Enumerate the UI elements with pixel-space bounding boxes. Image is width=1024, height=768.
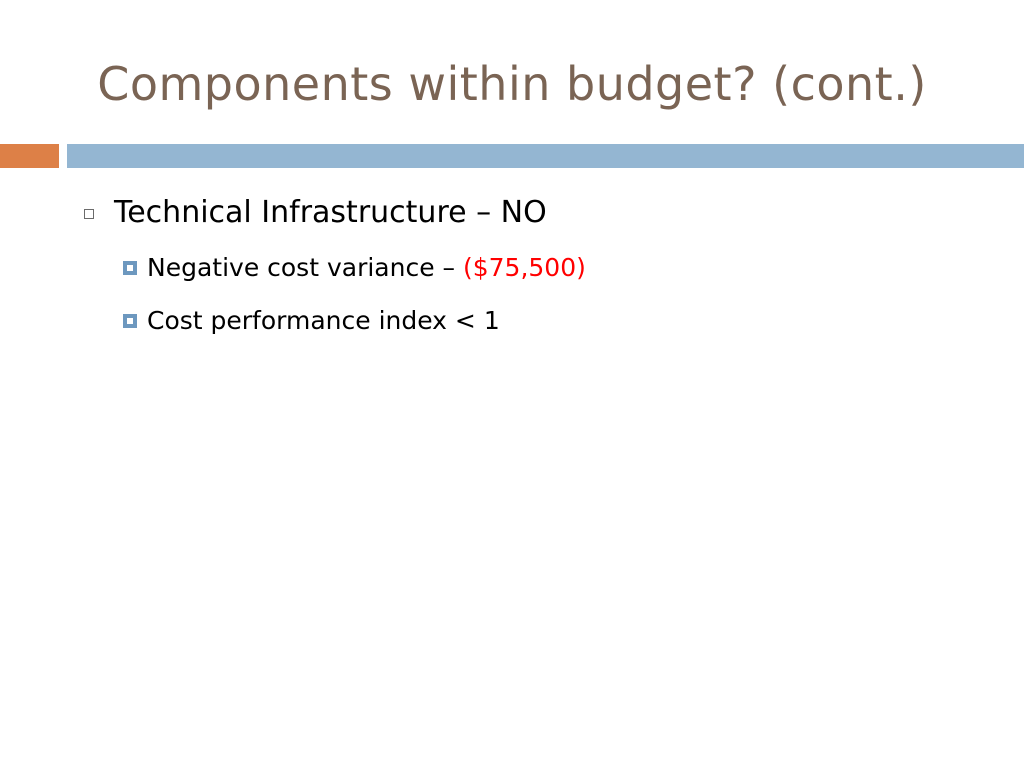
bullet-item-level2 (123, 249, 586, 285)
hollow-square-bullet-icon (84, 209, 94, 219)
sub-bullet-prefix: Cost performance index < 1 (147, 305, 500, 335)
bullet-item-level1 (84, 192, 547, 232)
slide-title: Components within budget? (cont.) (97, 57, 927, 111)
bullet-item-level2 (123, 302, 500, 338)
sub-bullet-prefix: Negative cost variance – (147, 252, 463, 282)
cost-variance-value: ($75,500) (462, 252, 586, 282)
square-bullet-icon (123, 314, 137, 328)
square-bullet-icon (123, 261, 137, 275)
sub-bullet-text (147, 253, 586, 282)
bullet-text: Technical Infrastructure – NO (114, 194, 547, 230)
sub-bullet-text (147, 306, 500, 335)
